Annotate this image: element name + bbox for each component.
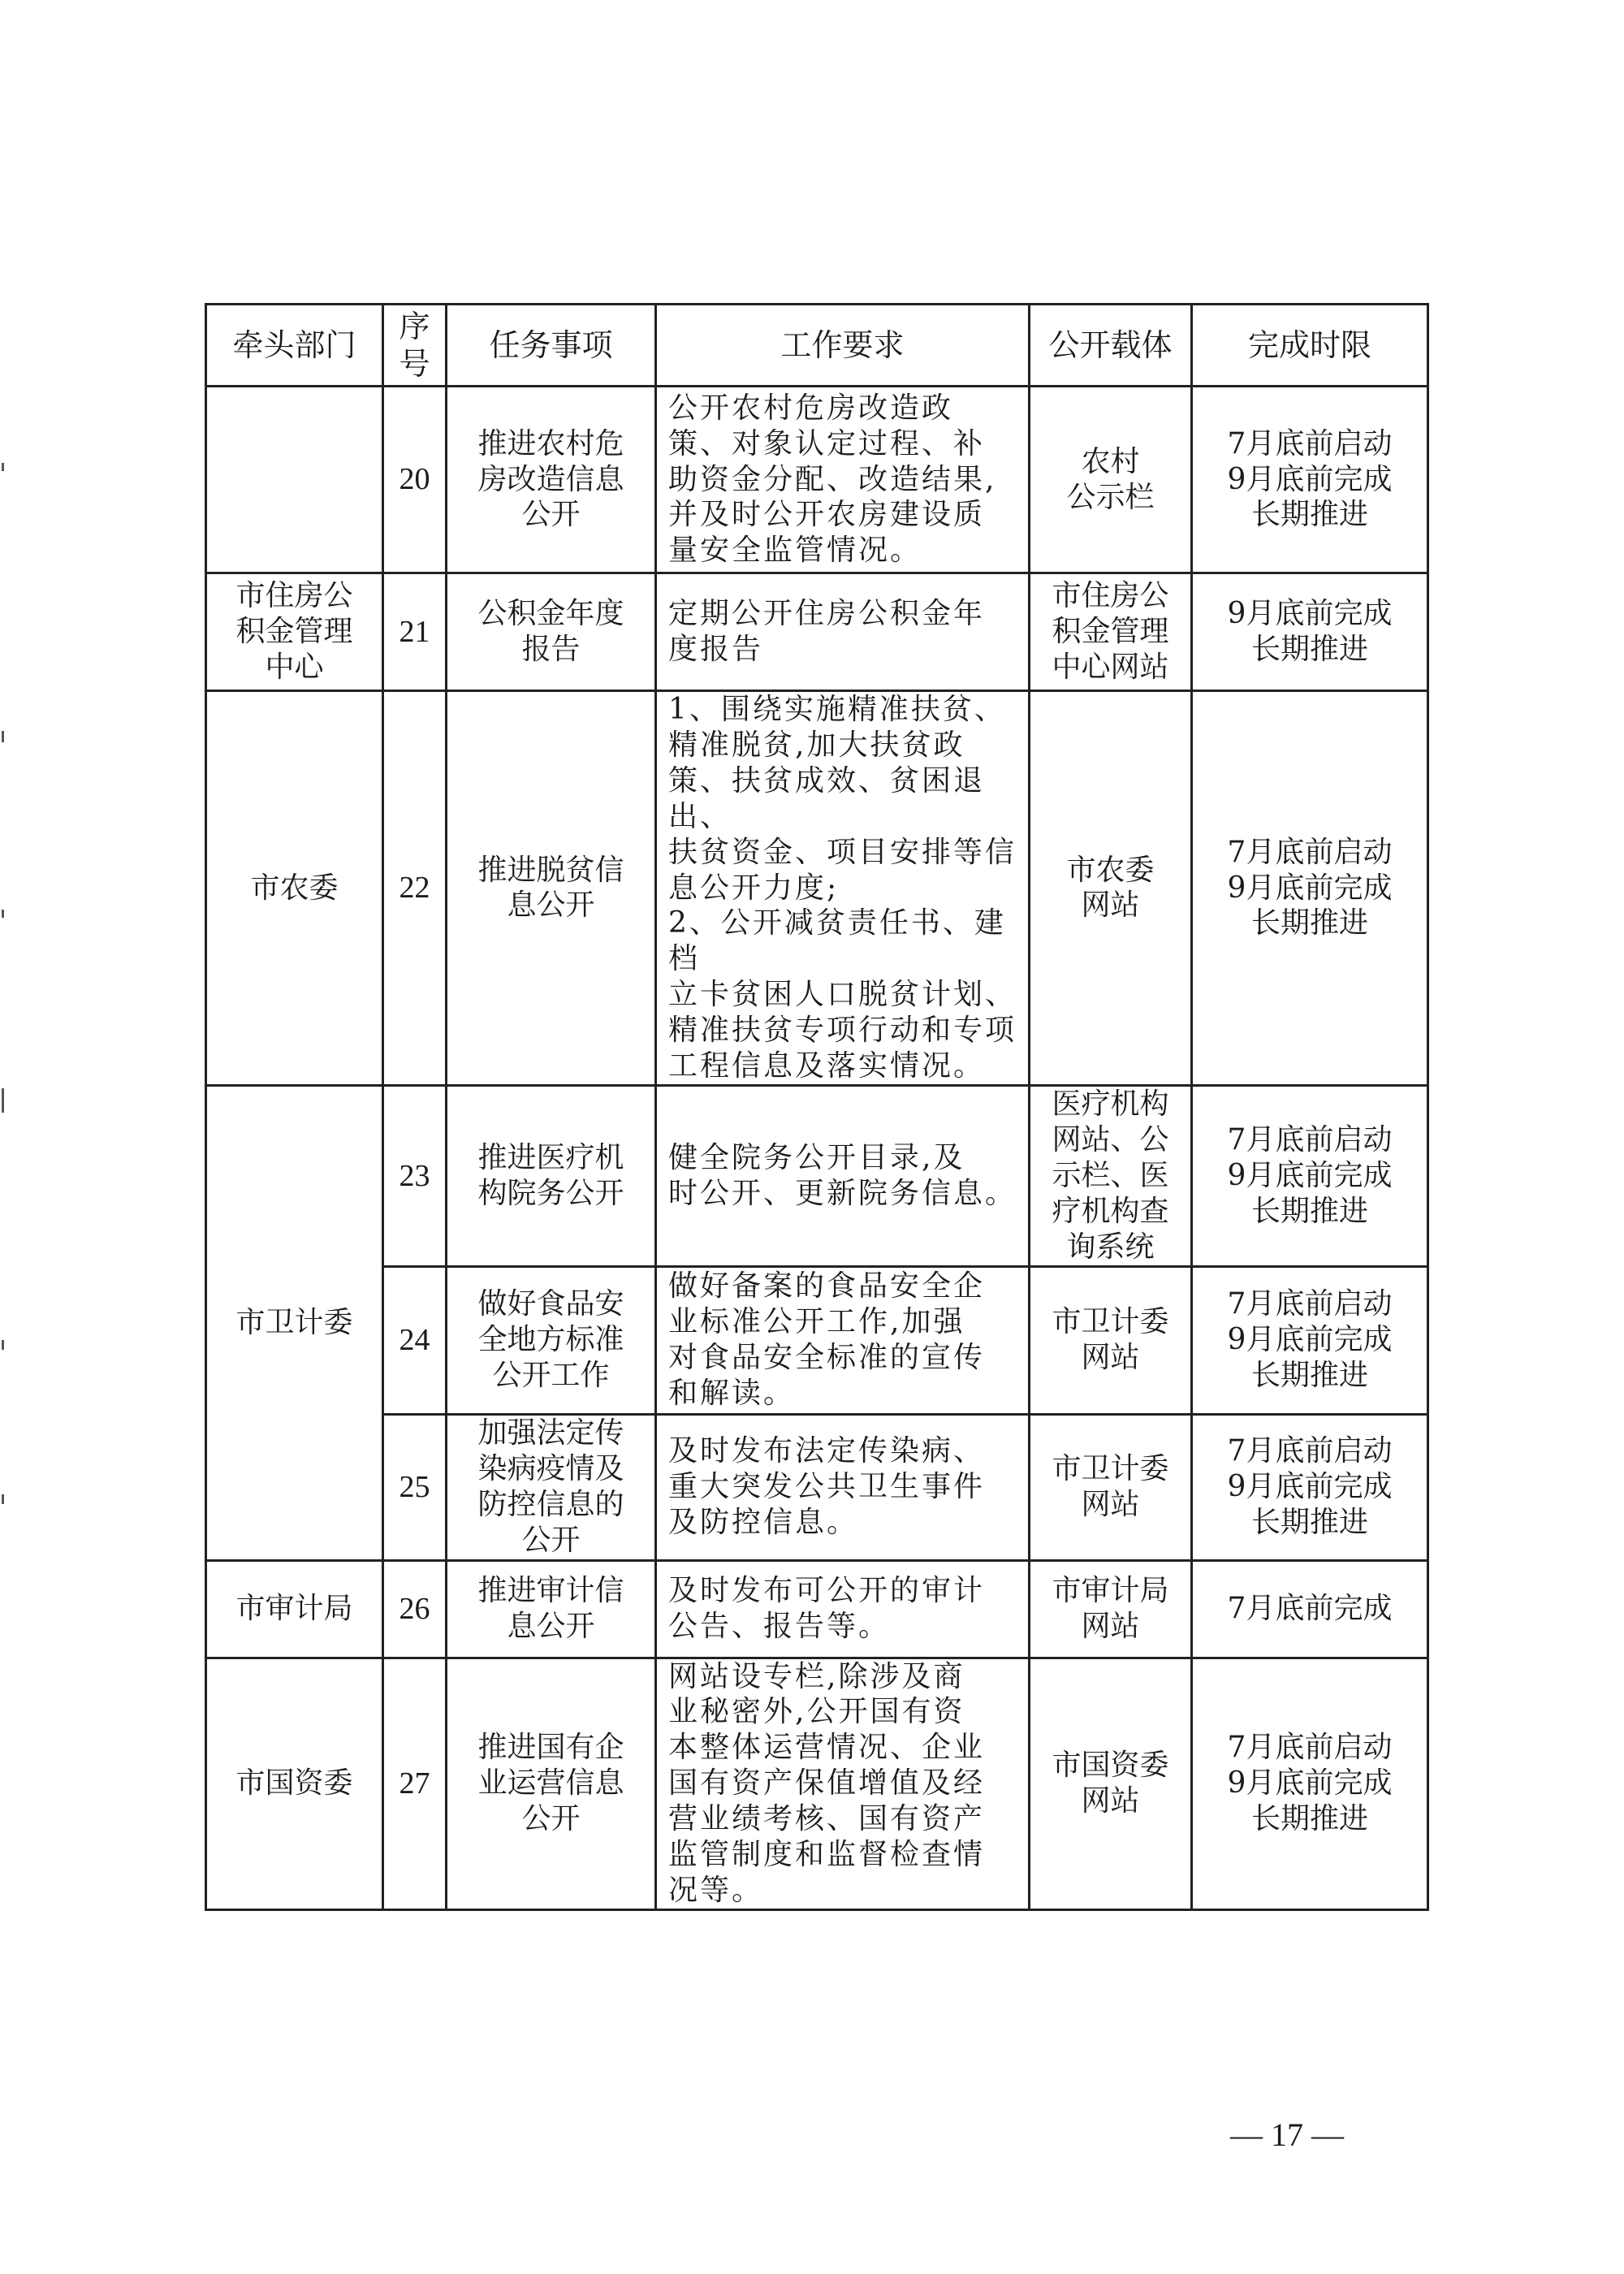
task-cell (447, 1560, 656, 1658)
cell-line: 积金管理 (1052, 615, 1169, 649)
cell-line: 度报告 (668, 633, 764, 666)
header-num-char: 号 (399, 346, 430, 382)
cell-line: 长期推进 (1250, 498, 1368, 532)
cell-line: 助资金分配、改造结果, (668, 462, 997, 496)
cell-line: 本整体运营情况、企业 (668, 1731, 986, 1765)
cell-line: 并及时公开农房建设质 (668, 498, 986, 532)
cell-line: 9月底前完成 (1227, 462, 1393, 496)
cell-line: 市卫计委 (1052, 1452, 1169, 1486)
cell-line: 公开 (521, 498, 581, 532)
cell-line: 况等。 (668, 1873, 764, 1907)
dept-cell: 市国资委 (206, 1658, 383, 1909)
cell-line: 市住房公 (1052, 579, 1169, 613)
cell-line: 1、围绕实施精准扶贫、 (668, 693, 1006, 726)
cell-line: 业标准公开工作,加强 (668, 1305, 965, 1339)
cell-line: 7月底前启动 (1227, 426, 1393, 460)
cell-line: 及时发布可公开的审计 (668, 1574, 986, 1608)
cell-line: 9月底前完成 (1227, 871, 1393, 905)
header-dept: 牵头部门 (206, 305, 383, 387)
cell-line: 网站设专栏,除涉及商 (668, 1659, 965, 1693)
cell-line: 业运营信息 (477, 1766, 624, 1801)
cell-line: 定期公开住房公积金年 (668, 597, 986, 631)
requirement-cell (656, 573, 1030, 691)
cell-line: 医疗机构 (1052, 1087, 1169, 1121)
cell-line: 推进农村危 (477, 426, 624, 460)
cell-line: 9月底前完成 (1227, 1766, 1393, 1801)
cell-line: 扶贫资金、项目安排等信 (668, 835, 1017, 869)
cell-line: 推进国有企 (477, 1731, 624, 1765)
task-cell (447, 1085, 656, 1266)
cell-line: 长期推进 (1250, 1194, 1368, 1228)
cell-line: 工程信息及落实情况。 (668, 1049, 986, 1083)
cell-line: 网站、公 (1052, 1122, 1169, 1156)
cell-line: 市农委 (1066, 853, 1155, 887)
cell-line: 询系统 (1066, 1230, 1155, 1264)
cell-line: 做好食品安 (477, 1287, 624, 1321)
cell-line: 网站 (1081, 888, 1140, 923)
cell-line: 9月底前完成 (1227, 597, 1393, 631)
task-cell (447, 1658, 656, 1909)
row-number: 25 (383, 1414, 447, 1560)
header-row (206, 305, 1428, 387)
cell-line: 7月底前启动 (1227, 1287, 1393, 1321)
dept-cell: 市农委 (206, 691, 383, 1086)
requirement-cell (656, 691, 1030, 1086)
header-task: 任务事项 (447, 305, 656, 387)
header-num-text (391, 308, 438, 383)
cell-line: 做好备案的食品安全企 (668, 1269, 986, 1303)
cell-line: 网站 (1081, 1610, 1140, 1643)
cell-line: 房改造信息 (477, 462, 624, 496)
carrier-cell (1030, 1560, 1192, 1658)
header-num-char: 序 (399, 308, 430, 344)
deadline-cell (1192, 1658, 1428, 1909)
cell-line: 网站 (1081, 1341, 1140, 1374)
cell-line: 公开 (521, 1802, 581, 1836)
deadline-cell (1192, 691, 1428, 1086)
cell-line: 立卡贫困人口脱贫计划、 (668, 978, 1017, 1012)
row-number: 27 (383, 1658, 447, 1909)
cell-line: 及时发布法定传染病、 (668, 1434, 986, 1468)
cell-line: 染病疫情及 (477, 1452, 624, 1486)
cell-line: 对食品安全标准的宣传 (668, 1341, 986, 1374)
table-row (206, 1414, 1428, 1560)
carrier-cell (1030, 691, 1192, 1086)
cell-line: 9月底前完成 (1227, 1470, 1393, 1504)
cell-line: 量安全监管情况。 (668, 534, 922, 568)
dept-cell: 市卫计委 (206, 1085, 383, 1560)
cell-line: 息公开 (507, 888, 595, 923)
cell-line: 重大突发公共卫生事件 (668, 1470, 986, 1504)
cell-line: 长期推进 (1250, 1505, 1368, 1539)
requirement-cell (656, 1560, 1030, 1658)
cell-line: 推进审计信 (477, 1574, 624, 1608)
cell-line: 疗机构查 (1052, 1194, 1169, 1228)
carrier-cell (1030, 1085, 1192, 1266)
cell-line: 网站 (1081, 1488, 1140, 1521)
cell-line: 公示栏 (1066, 480, 1155, 514)
cell-line: 报告 (521, 633, 581, 666)
cell-line: 中心网站 (1052, 650, 1169, 684)
cell-line: 示栏、医 (1052, 1158, 1169, 1192)
deadline-cell (1192, 1560, 1428, 1658)
row-number: 20 (383, 387, 447, 573)
dept-line: 中心 (265, 650, 324, 684)
header-requirement: 工作要求 (656, 305, 1030, 387)
cell-line: 息公开力度; (668, 871, 840, 905)
cell-line: 长期推进 (1250, 906, 1368, 940)
cell-line: 策、对象认定过程、补 (668, 426, 986, 460)
cell-line: 构院务公开 (477, 1176, 624, 1210)
cell-line: 时公开、更新院务信息。 (668, 1176, 1017, 1210)
cell-line: 公积金年度 (477, 597, 624, 631)
cell-line: 7月底前启动 (1227, 1731, 1393, 1765)
cell-line: 监管制度和监督检查情 (668, 1838, 986, 1872)
cell-line: 营业绩考核、国有资产 (668, 1802, 986, 1836)
cell-line: 国有资产保值增值及经 (668, 1766, 986, 1801)
table-row (206, 387, 1428, 573)
row-number: 22 (383, 691, 447, 1086)
table-row (206, 691, 1428, 1086)
requirement-cell (656, 1085, 1030, 1266)
scan-edge-marks (0, 0, 16, 2274)
row-number: 24 (383, 1266, 447, 1414)
header-num (383, 305, 447, 387)
cell-line: 精准脱贫,加大扶贫政 (668, 728, 965, 762)
cell-line: 农村 (1081, 444, 1140, 478)
carrier-cell (1030, 387, 1192, 573)
cell-line: 公告、报告等。 (668, 1610, 891, 1643)
cell-line: 7月底前启动 (1227, 1434, 1393, 1468)
cell-line: 公开农村危房改造政 (668, 391, 954, 425)
cell-line: 公开工作 (492, 1358, 610, 1392)
cell-line: 市审计局 (1052, 1574, 1169, 1608)
requirement-cell (656, 1658, 1030, 1909)
table-row (206, 1085, 1428, 1266)
cell-line: 推进脱贫信 (477, 853, 624, 887)
cell-line: 加强法定传 (477, 1416, 624, 1450)
cell-line: 7月底前完成 (1227, 1592, 1393, 1626)
cell-line: 2、公开减贫责任书、建档 (668, 906, 1006, 976)
requirement-cell (656, 1414, 1030, 1560)
dept-cell (206, 387, 383, 573)
cell-line: 长期推进 (1250, 633, 1368, 666)
cell-line: 长期推进 (1250, 1358, 1368, 1392)
cell-line: 市国资委 (1052, 1749, 1169, 1783)
deadline-cell (1192, 573, 1428, 691)
carrier-cell (1030, 1266, 1192, 1414)
cell-line: 9月底前完成 (1227, 1323, 1393, 1357)
cell-line: 市卫计委 (1052, 1305, 1169, 1339)
task-cell (447, 573, 656, 691)
carrier-cell (1030, 573, 1192, 691)
row-number: 26 (383, 1560, 447, 1658)
cell-line: 长期推进 (1250, 1802, 1368, 1836)
task-cell (447, 691, 656, 1086)
requirement-cell (656, 387, 1030, 573)
cell-line: 及防控信息。 (668, 1505, 859, 1539)
row-number: 23 (383, 1085, 447, 1266)
cell-line: 9月底前完成 (1227, 1158, 1393, 1192)
deadline-cell (1192, 1085, 1428, 1266)
deadline-cell (1192, 1414, 1428, 1560)
row-number: 21 (383, 573, 447, 691)
page-number: — 17 — (1230, 2116, 1344, 2153)
carrier-cell (1030, 1658, 1192, 1909)
table-row (206, 573, 1428, 691)
header-deadline: 完成时限 (1192, 305, 1428, 387)
dept-cell (206, 573, 383, 691)
cell-line: 推进医疗机 (477, 1140, 624, 1174)
requirement-cell (656, 1266, 1030, 1414)
cell-line: 网站 (1081, 1784, 1140, 1818)
cell-line: 防控信息的 (477, 1488, 624, 1521)
table-row (206, 1560, 1428, 1658)
cell-line: 7月底前启动 (1227, 1122, 1393, 1156)
cell-line: 全地方标准 (477, 1323, 624, 1357)
task-cell (447, 1414, 656, 1560)
cell-line: 息公开 (507, 1610, 595, 1643)
cell-line: 健全院务公开目录,及 (668, 1140, 965, 1174)
deadline-cell (1192, 1266, 1428, 1414)
dept-line: 积金管理 (235, 615, 353, 649)
cell-line: 和解读。 (668, 1376, 796, 1410)
cell-line: 策、扶贫成效、贫困退出、 (668, 763, 986, 833)
task-cell (447, 387, 656, 573)
cell-line: 业秘密外,公开国有资 (668, 1695, 965, 1729)
carrier-cell (1030, 1414, 1192, 1560)
table-row (206, 1266, 1428, 1414)
cell-line: 公开 (521, 1523, 581, 1557)
header-carrier: 公开载体 (1030, 305, 1192, 387)
task-cell (447, 1266, 656, 1414)
cell-line: 精准扶贫专项行动和专项 (668, 1014, 1017, 1048)
cell-line: 7月底前启动 (1227, 835, 1393, 869)
table-row (206, 1658, 1428, 1909)
deadline-cell (1192, 387, 1428, 573)
dept-cell: 市审计局 (206, 1560, 383, 1658)
task-table (205, 303, 1429, 1911)
dept-line: 市住房公 (235, 579, 353, 613)
